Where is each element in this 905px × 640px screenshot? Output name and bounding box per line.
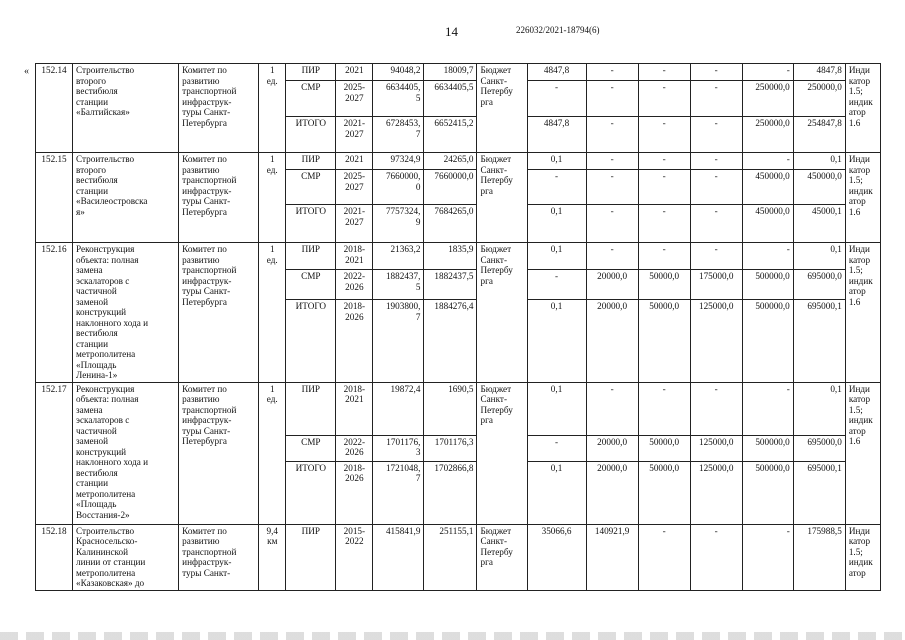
year-2-cell: -	[586, 153, 638, 170]
stage-type-cell: ПИР	[286, 64, 336, 81]
committee-cell: Комитет по развитию транспортной инфраструк- туры Санкт- Петербурга	[179, 64, 259, 153]
total-cell: 250000,0	[793, 81, 845, 117]
year-2-cell: -	[586, 64, 638, 81]
item-number-cell: 152.18	[36, 524, 73, 590]
remaining-cost-cell: 1690,5	[424, 382, 477, 435]
stage-years-cell: 2025- 2027	[336, 170, 373, 205]
year-5-cell: 250000,0	[742, 117, 793, 153]
estimated-cost-cell: 7757324, 9	[373, 205, 424, 243]
item-name-cell: Строительство второго вестибюля станции «Василеостровска я»	[73, 153, 179, 243]
estimated-cost-cell: 7660000, 0	[373, 170, 424, 205]
quantity-cell: 1 ед.	[259, 153, 286, 243]
stage-years-cell: 2018- 2026	[336, 461, 373, 524]
year-3-cell: 50000,0	[638, 270, 690, 300]
year-3-cell: -	[638, 205, 690, 243]
page-number: 14	[445, 24, 458, 39]
estimated-cost-cell: 1903800, 7	[373, 300, 424, 382]
table-row	[36, 382, 881, 435]
year-5-cell: 450000,0	[742, 170, 793, 205]
year-4-cell: 125000,0	[690, 435, 742, 461]
year-2-cell: -	[586, 382, 638, 435]
estimated-cost-cell: 1701176, 3	[373, 435, 424, 461]
table-row	[36, 524, 881, 590]
quantity-cell: 1 ед.	[259, 243, 286, 383]
year-1-cell: 0,1	[527, 205, 586, 243]
remaining-cost-cell: 6652415,2	[424, 117, 477, 153]
remaining-cost-cell: 7684265,0	[424, 205, 477, 243]
remaining-cost-cell: 18009,7	[424, 64, 477, 81]
total-cell: 0,1	[793, 382, 845, 435]
remaining-cost-cell: 6634405,5	[424, 81, 477, 117]
item-name-cell: Строительство Красносельско- Калининской линии от станции метрополитена «Казаковская» до	[73, 524, 179, 590]
year-4-cell: 125000,0	[690, 461, 742, 524]
estimated-cost-cell: 94048,2	[373, 64, 424, 81]
quote-mark: «	[24, 66, 29, 77]
indicator-cell: Инди катор 1.5; индик атор 1.6	[845, 64, 880, 153]
year-4-cell: -	[690, 243, 742, 270]
stage-years-cell: 2022- 2026	[336, 270, 373, 300]
stage-years-cell: 2015- 2022	[336, 524, 373, 590]
total-cell: 695000,0	[793, 435, 845, 461]
total-cell: 695000,0	[793, 270, 845, 300]
year-5-cell: 250000,0	[742, 81, 793, 117]
estimated-cost-cell: 6634405, 5	[373, 81, 424, 117]
year-3-cell: -	[638, 117, 690, 153]
funding-source-cell: Бюджет Санкт- Петербу рга	[477, 524, 527, 590]
year-4-cell: -	[690, 205, 742, 243]
stage-type-cell: ПИР	[286, 153, 336, 170]
estimated-cost-cell: 415841,9	[373, 524, 424, 590]
year-2-cell: 140921,9	[586, 524, 638, 590]
year-3-cell: -	[638, 81, 690, 117]
committee-cell: Комитет по развитию транспортной инфраструк- туры Санкт- Петербурга	[179, 243, 259, 383]
stage-type-cell: СМР	[286, 270, 336, 300]
year-4-cell: -	[690, 524, 742, 590]
stage-type-cell: ИТОГО	[286, 300, 336, 382]
estimated-cost-cell: 19872,4	[373, 382, 424, 435]
table-row	[36, 64, 881, 81]
year-4-cell: -	[690, 382, 742, 435]
table-row	[36, 153, 881, 170]
document-id: 226032/2021-18794(6)	[516, 25, 600, 35]
stage-type-cell: ПИР	[286, 382, 336, 435]
stage-type-cell: ИТОГО	[286, 117, 336, 153]
year-4-cell: -	[690, 81, 742, 117]
year-5-cell: -	[742, 524, 793, 590]
stage-type-cell: СМР	[286, 170, 336, 205]
total-cell: 0,1	[793, 243, 845, 270]
stage-years-cell: 2021- 2027	[336, 205, 373, 243]
year-1-cell: -	[527, 170, 586, 205]
remaining-cost-cell: 1884276,4	[424, 300, 477, 382]
year-1-cell: -	[527, 435, 586, 461]
year-4-cell: -	[690, 117, 742, 153]
stage-type-cell: ПИР	[286, 524, 336, 590]
item-number-cell: 152.15	[36, 153, 73, 243]
year-3-cell: -	[638, 382, 690, 435]
stage-years-cell: 2018- 2021	[336, 243, 373, 270]
year-5-cell: 500000,0	[742, 435, 793, 461]
year-5-cell: 500000,0	[742, 270, 793, 300]
stage-years-cell: 2021	[336, 153, 373, 170]
year-2-cell: -	[586, 117, 638, 153]
year-1-cell: -	[527, 270, 586, 300]
total-cell: 450000,0	[793, 170, 845, 205]
year-1-cell: 0,1	[527, 153, 586, 170]
estimated-cost-cell: 97324,9	[373, 153, 424, 170]
year-4-cell: 175000,0	[690, 270, 742, 300]
stage-years-cell: 2025- 2027	[336, 81, 373, 117]
year-3-cell: -	[638, 524, 690, 590]
stage-years-cell: 2022- 2026	[336, 435, 373, 461]
year-2-cell: -	[586, 170, 638, 205]
stage-type-cell: ИТОГО	[286, 461, 336, 524]
year-5-cell: 500000,0	[742, 300, 793, 382]
year-5-cell: -	[742, 243, 793, 270]
year-1-cell: 0,1	[527, 461, 586, 524]
remaining-cost-cell: 1882437,5	[424, 270, 477, 300]
total-cell: 0,1	[793, 153, 845, 170]
funding-source-cell: Бюджет Санкт- Петербу рга	[477, 382, 527, 524]
item-name-cell: Реконструкция объекта: полная замена эскалаторов с частичной заменой конструкций наклонного хода и вестибюля станции метрополитена «Площадь Восстания-2»	[73, 382, 179, 524]
year-4-cell: -	[690, 153, 742, 170]
funding-source-cell: Бюджет Санкт- Петербу рга	[477, 153, 527, 243]
year-5-cell: 500000,0	[742, 461, 793, 524]
year-1-cell: 4847,8	[527, 117, 586, 153]
funding-source-cell: Бюджет Санкт- Петербу рга	[477, 64, 527, 153]
stage-type-cell: ИТОГО	[286, 205, 336, 243]
stage-years-cell: 2021- 2027	[336, 117, 373, 153]
year-2-cell: 20000,0	[586, 461, 638, 524]
stage-years-cell: 2018- 2026	[336, 300, 373, 382]
year-2-cell: 20000,0	[586, 300, 638, 382]
item-number-cell: 152.17	[36, 382, 73, 524]
year-2-cell: 20000,0	[586, 270, 638, 300]
year-3-cell: -	[638, 64, 690, 81]
estimated-cost-cell: 1882437, 5	[373, 270, 424, 300]
stage-type-cell: СМР	[286, 435, 336, 461]
item-number-cell: 152.14	[36, 64, 73, 153]
funding-source-cell: Бюджет Санкт- Петербу рга	[477, 243, 527, 383]
year-3-cell: -	[638, 153, 690, 170]
year-5-cell: -	[742, 64, 793, 81]
year-3-cell: 50000,0	[638, 461, 690, 524]
indicator-cell: Инди катор 1.5; индик атор 1.6	[845, 243, 880, 383]
estimated-cost-cell: 1721048, 7	[373, 461, 424, 524]
item-number-cell: 152.16	[36, 243, 73, 383]
year-5-cell: -	[742, 153, 793, 170]
remaining-cost-cell: 24265,0	[424, 153, 477, 170]
year-1-cell: 0,1	[527, 382, 586, 435]
remaining-cost-cell: 1835,9	[424, 243, 477, 270]
estimated-cost-cell: 21363,2	[373, 243, 424, 270]
quantity-cell: 9,4 км	[259, 524, 286, 590]
quantity-cell: 1 ед.	[259, 64, 286, 153]
year-5-cell: -	[742, 382, 793, 435]
indicator-cell: Инди катор 1.5; индик атор 1.6	[845, 153, 880, 243]
remaining-cost-cell: 1701176,3	[424, 435, 477, 461]
year-4-cell: 125000,0	[690, 300, 742, 382]
item-name-cell: Строительство второго вестибюля станции «Балтийская»	[73, 64, 179, 153]
total-cell: 695000,1	[793, 461, 845, 524]
total-cell: 695000,1	[793, 300, 845, 382]
scan-edge-artifact	[0, 632, 905, 640]
stage-years-cell: 2018- 2021	[336, 382, 373, 435]
quantity-cell: 1 ед.	[259, 382, 286, 524]
year-3-cell: -	[638, 170, 690, 205]
year-1-cell: 35066,6	[527, 524, 586, 590]
indicator-cell: Инди катор 1.5; индик атор	[845, 524, 880, 590]
year-1-cell: 0,1	[527, 243, 586, 270]
remaining-cost-cell: 1702866,8	[424, 461, 477, 524]
year-2-cell: -	[586, 205, 638, 243]
year-4-cell: -	[690, 64, 742, 81]
year-4-cell: -	[690, 170, 742, 205]
year-1-cell: -	[527, 81, 586, 117]
estimated-cost-cell: 6728453, 7	[373, 117, 424, 153]
total-cell: 254847,8	[793, 117, 845, 153]
year-3-cell: -	[638, 243, 690, 270]
committee-cell: Комитет по развитию транспортной инфраструк- туры Санкт- Петербурга	[179, 382, 259, 524]
stage-years-cell: 2021	[336, 64, 373, 81]
stage-type-cell: СМР	[286, 81, 336, 117]
remaining-cost-cell: 7660000,0	[424, 170, 477, 205]
item-name-cell: Реконструкция объекта: полная замена эскалаторов с частичной заменой конструкций наклонного хода и вестибюля станции метрополитена «Площадь Ленина-1»	[73, 243, 179, 383]
committee-cell: Комитет по развитию транспортной инфраструк- туры Санкт-	[179, 524, 259, 590]
remaining-cost-cell: 251155,1	[424, 524, 477, 590]
year-1-cell: 4847,8	[527, 64, 586, 81]
year-3-cell: 50000,0	[638, 435, 690, 461]
total-cell: 175988,5	[793, 524, 845, 590]
total-cell: 4847,8	[793, 64, 845, 81]
table-row	[36, 243, 881, 270]
indicator-cell: Инди катор 1.5; индик атор 1.6	[845, 382, 880, 524]
committee-cell: Комитет по развитию транспортной инфраструк- туры Санкт- Петербурга	[179, 153, 259, 243]
stage-type-cell: ПИР	[286, 243, 336, 270]
year-1-cell: 0,1	[527, 300, 586, 382]
year-3-cell: 50000,0	[638, 300, 690, 382]
year-5-cell: 450000,0	[742, 205, 793, 243]
year-2-cell: -	[586, 81, 638, 117]
year-2-cell: 20000,0	[586, 435, 638, 461]
total-cell: 45000,1	[793, 205, 845, 243]
year-2-cell: -	[586, 243, 638, 270]
budget-table	[35, 63, 881, 591]
